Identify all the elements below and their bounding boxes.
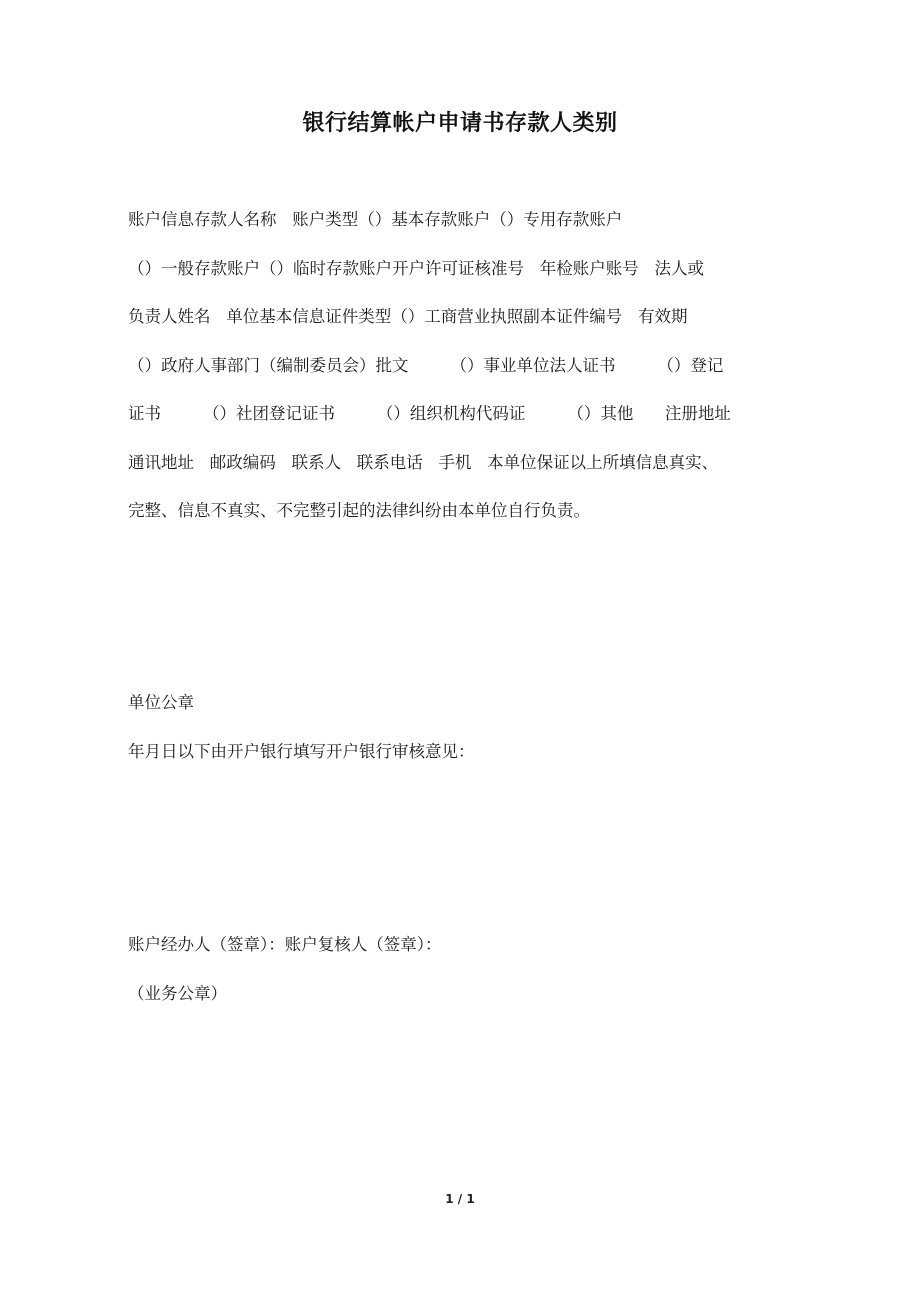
document-title: 银行结算帐户申请书存款人类别 — [302, 111, 618, 136]
page-number: 1 / 1 — [445, 1192, 475, 1206]
body-line: 完整、信息不真实、不完整引起的法律纠纷由本单位自行负责。 — [128, 501, 590, 520]
signature-line: 账户经办人（签章）：账户复核人（签章）： — [128, 935, 442, 954]
body-line: （）一般存款账户（）临时存款账户开户许可证核准号 年检账户账号 法人或 — [128, 259, 704, 278]
body-line: 账户信息存款人名称 账户类型（）基本存款账户（）专用存款账户 — [128, 210, 623, 229]
body-line: 负责人姓名 单位基本信息证件类型（）工商营业执照副本证件编号 有效期 — [128, 307, 688, 326]
body-line: 证书 （）社团登记证书 （）组织机构代码证 （）其他 注册地址 — [128, 404, 731, 423]
unit-seal-label: 单位公章 — [128, 693, 194, 712]
body-line: 通讯地址 邮政编码 联系人 联系电话 手机 本单位保证以上所填信息真实、 — [128, 453, 719, 472]
body-line: （）政府人事部门（编制委员会）批文 （）事业单位法人证书 （）登记 — [128, 356, 724, 375]
business-seal-label: （业务公章） — [128, 984, 227, 1003]
bank-review-line: 年月日以下由开户银行填写开户银行审核意见： — [128, 742, 475, 761]
